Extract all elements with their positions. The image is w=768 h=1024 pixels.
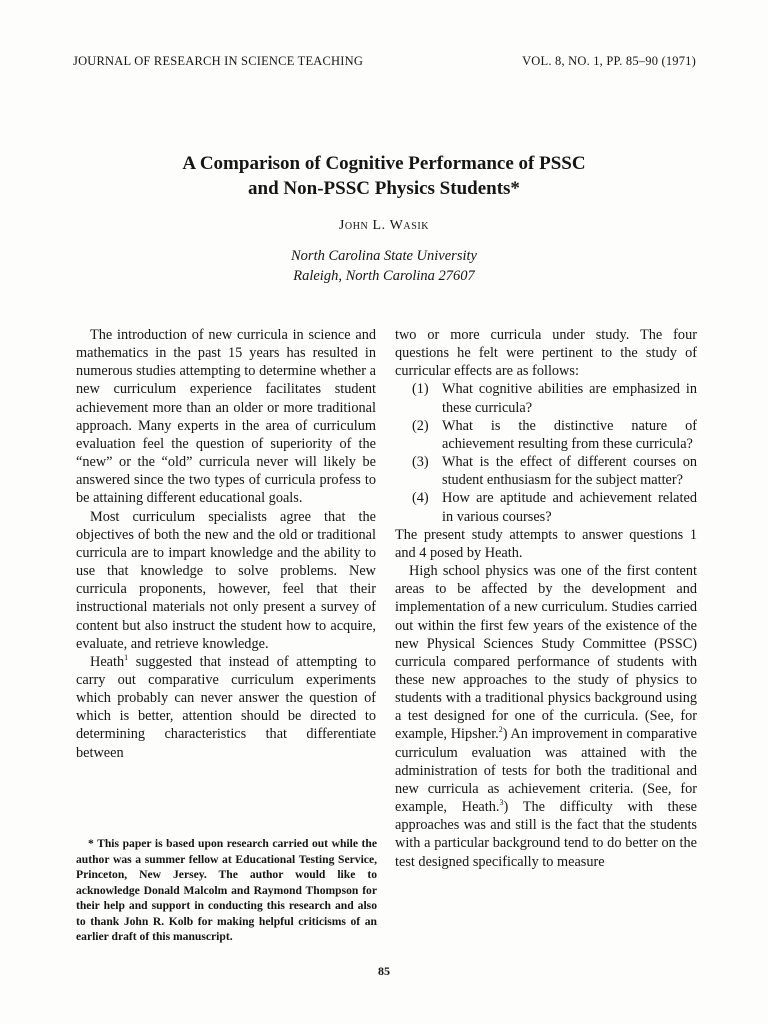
reference-1: 1 [124, 653, 129, 663]
journal-name: JOURNAL OF RESEARCH IN SCIENCE TEACHING [73, 54, 364, 68]
running-head [73, 54, 696, 69]
author-affiliation [0, 246, 768, 286]
title-line-1: A Comparison of Cognitive Performance of PSSC [182, 153, 586, 174]
affiliation-line-1: North Carolina State University [291, 248, 477, 264]
heath-text: suggested that instead of attempting to carry out comparative curriculum experiments which probably can never answer the question of which is better, attention should be directed to determining characteristics that differentiate between [76, 653, 376, 761]
question-number: (4) [412, 490, 429, 507]
question-item [395, 489, 697, 525]
paragraph-study-aim: The present study attempts to answer questions 1 and 4 posed by Heath. [395, 526, 697, 561]
physics-text-c: ) The difficulty with these approaches was and still is the fact that the students with a particular background tend to do better on the test designed specifically to measure [395, 799, 697, 870]
paragraph-physics [395, 562, 697, 871]
page-number: 85 [378, 964, 390, 978]
question-item [395, 453, 697, 489]
paragraph-questions-intro: two or more curricula under study. The four questions he felt were pertinent to the study of curricular effects are as follows: [395, 327, 697, 380]
paragraph-heath [76, 653, 376, 762]
right-column [395, 326, 697, 871]
reference-3: 3 [499, 798, 504, 808]
question-number: (3) [412, 454, 429, 471]
question-text: What is the effect of different courses on student enthusiasm for the subject matter? [442, 454, 697, 489]
title-line-2: and Non-PSSC Physics Students* [248, 178, 520, 199]
volume-citation: VOL. 8, NO. 1, PP. 85–90 (1971) [522, 54, 696, 68]
physics-text-a: High school physics was one of the first content areas to be affected by the development and implementation of a new curriculum. Studies carried out within the first few years of the existence of the new Physical Sciences Study Committee (PSSC) curricula compared performance of students with these new approaches to the study of physics to students with a traditional physics background using a test designed for one of the curricula. (See, for example, Hipsher. [395, 563, 697, 743]
article-title [0, 151, 768, 201]
question-list [395, 380, 697, 525]
heath-name: Heath [90, 653, 125, 670]
question-item [395, 417, 697, 453]
left-column [76, 326, 376, 762]
question-text: How are aptitude and achievement related in various courses? [442, 490, 697, 525]
question-number: (2) [412, 417, 429, 434]
paragraph-objectives: Most curriculum specialists agree that the objectives of both the new and the old or traditional curricula are to impart knowledge and the ability to use that knowledge to solve problems. New curricula proponents, however, feel that their instructional materials not only present a survey of content but also instruct the student how to acquire, evaluate, and retrieve knowledge. [76, 508, 376, 652]
author-name: John L. Wasik [338, 218, 430, 233]
physics-text-b: ) An improvement in comparative curriculum evaluation was attained with the administration of tests for both the traditional and new curricula as achievement criteria. (See, for example, Heath. [395, 726, 697, 816]
footnote: * This paper is based upon research carried out while the author was a summer fellow at Educational Testing Service, Princeton, New Jersey. The author would like to acknowledge Donald Malcolm and Raymond Thompson for their help and support in conducting this research and also to thank John R. Kolb for making helpful criticisms of an earlier draft of this manuscript. [76, 837, 377, 943]
affiliation-line-2: Raleigh, North Carolina 27607 [293, 268, 475, 284]
reference-2: 2 [498, 725, 503, 735]
question-number: (1) [412, 381, 429, 398]
question-text: What is the distinctive nature of achievement resulting from these curricula? [442, 417, 697, 452]
paragraph-intro: The introduction of new curricula in science and mathematics in the past 15 years has resulted in numerous studies attempting to determine whether a new curriculum experience facilitates student achievement more than an older or more traditional approach. Many experts in the area of curriculum evaluation feel the question of superiority of the “new” or the “old” curricula never will likely be answered since the two types of curricula profess to be attaining different educational goals. [76, 327, 376, 507]
question-item [395, 380, 697, 416]
question-text: What cognitive abilities are emphasized in these curricula? [442, 381, 697, 416]
